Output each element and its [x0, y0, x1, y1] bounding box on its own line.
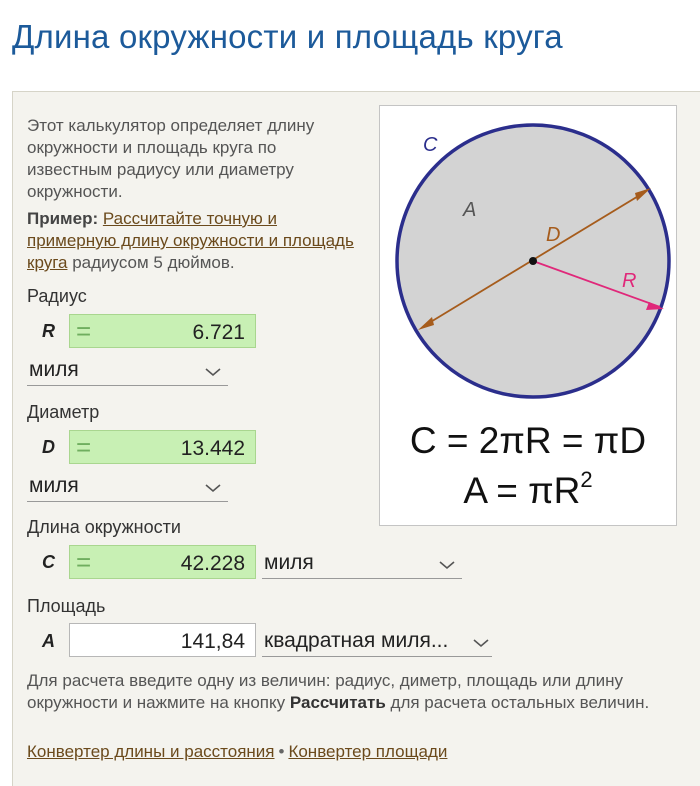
- diameter-unit: миля: [29, 474, 79, 497]
- radius-unit: миля: [29, 358, 79, 381]
- circle-diagram: [379, 105, 677, 526]
- page-title: Длина окружности и площадь круга: [12, 18, 563, 55]
- chevron-down-icon: [438, 553, 456, 577]
- radius-equals-sign: =: [76, 316, 92, 346]
- note-part2: для расчета остальных величин.: [385, 693, 650, 712]
- circumference-equals-sign: =: [76, 547, 92, 577]
- diameter-input[interactable]: [69, 430, 256, 464]
- label-c: C: [423, 134, 438, 156]
- area-value: 141,84: [180, 630, 245, 653]
- center-point: [529, 257, 537, 265]
- radius-label: Радиус: [27, 286, 87, 306]
- chevron-down-icon: [472, 631, 490, 655]
- example-link[interactable]: Рассчитайте точную и примерную длину окружности и площадь круга: [27, 209, 354, 272]
- note-button-word: Рассчитать: [289, 693, 386, 712]
- related-links: [27, 742, 447, 762]
- circumference-value: 42.228: [180, 552, 245, 575]
- circumference-input[interactable]: [69, 545, 256, 579]
- radius-input[interactable]: [69, 314, 256, 348]
- formula-area-text: A = πR: [463, 470, 581, 511]
- area-unit-select[interactable]: [262, 627, 492, 657]
- chevron-down-icon: [204, 476, 222, 500]
- circumference-unit-select[interactable]: [262, 549, 462, 579]
- diameter-unit-select[interactable]: [27, 472, 228, 502]
- area-unit: квадратная миля...: [264, 629, 449, 652]
- instructions-note: [27, 670, 677, 714]
- radius-value: 6.721: [192, 321, 245, 344]
- diameter-equals-sign: =: [76, 432, 92, 462]
- example-paragraph: [27, 208, 357, 274]
- label-d: D: [546, 224, 561, 246]
- formula-area-exponent: 2: [580, 467, 593, 492]
- intro-text: Этот калькулятор определяет длину окружности и площадь круга по известным радиусу или диаметру окружности.: [27, 116, 315, 201]
- formula-area: [463, 467, 592, 511]
- area-symbol: A: [42, 631, 55, 651]
- note-part1: Для расчета введите одну из величин: радиус, диметр, площадь или длину окружности и нажмите на кнопку: [27, 671, 624, 712]
- area-converter-link[interactable]: Конвертер площади: [288, 742, 448, 761]
- radius-symbol: R: [42, 321, 55, 341]
- label-r: R: [622, 270, 637, 292]
- diameter-value: 13.442: [180, 437, 245, 460]
- label-a: A: [463, 199, 477, 221]
- area-input[interactable]: [69, 623, 256, 657]
- diameter-symbol: D: [42, 437, 55, 457]
- example-label: Пример:: [27, 209, 99, 228]
- example-tail: радиусом 5 дюймов.: [67, 253, 235, 272]
- formula-circumference: C = 2πR = πD: [409, 420, 647, 461]
- area-label: Площадь: [27, 596, 106, 616]
- circumference-unit: миля: [264, 551, 314, 574]
- link-separator: •: [278, 742, 285, 761]
- radius-unit-select[interactable]: [27, 356, 228, 386]
- circumference-symbol: C: [42, 552, 55, 572]
- diameter-label: Диаметр: [27, 402, 100, 422]
- circumference-label: Длина окружности: [27, 517, 181, 537]
- circle-diagram-svg: [380, 106, 676, 525]
- chevron-down-icon: [204, 360, 222, 384]
- length-converter-link[interactable]: Конвертер длины и расстояния: [27, 742, 275, 761]
